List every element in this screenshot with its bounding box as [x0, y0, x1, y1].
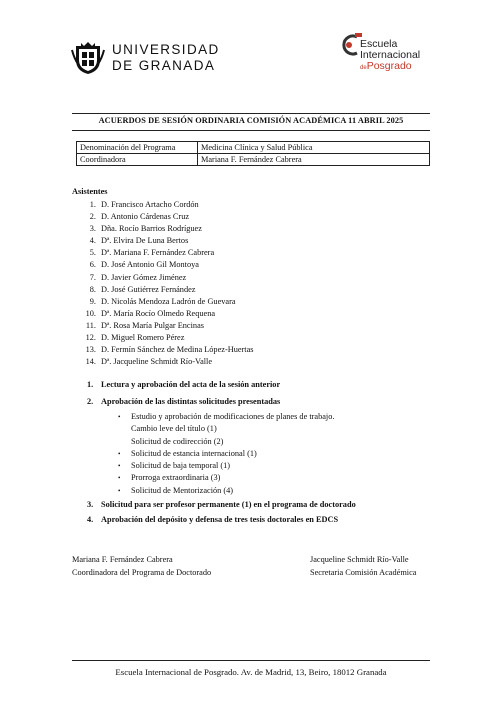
- document-title-bar: [72, 113, 430, 131]
- document-title: ACUERDOS DE SESIÓN ORDINARIA COMISIÓN ACADÉMICA 11 ABRIL 2025: [98, 116, 404, 125]
- item-number: 2.: [87, 397, 94, 406]
- attendee-name: D. Antonio Cárdenas Cruz: [101, 212, 190, 222]
- agenda-text: Solicitud para ser profesor permanente (1) en el programa de doctorado: [101, 500, 356, 510]
- list-item: [72, 411, 432, 423]
- attendee-name: D. Javier Gómez Jiménez: [101, 272, 187, 282]
- school-name-line1: Escuela: [360, 38, 398, 50]
- coordinator-label: Coordinadora: [77, 154, 198, 166]
- agenda-item: [72, 379, 432, 396]
- table-row: [77, 154, 430, 166]
- item-number: 1.: [87, 380, 94, 389]
- agenda-text: Aprobación de las distintas solicitudes presentadas: [101, 397, 281, 406]
- bullet-icon: •: [118, 413, 121, 421]
- item-number: 5.: [89, 248, 96, 258]
- item-number: 3.: [89, 224, 96, 234]
- agenda-item: [72, 396, 432, 411]
- school-name-line2: Internacional: [360, 49, 421, 61]
- university-name-line2: DE GRANADA: [112, 58, 216, 73]
- attendee-name: Dª. María Rocío Olmedo Requena: [101, 308, 216, 318]
- school-name-prefix: de: [360, 65, 367, 71]
- university-name-line1: UNIVERSIDAD: [112, 42, 220, 57]
- attendee-name: D. Nicolás Mendoza Ladrón de Guevara: [101, 296, 236, 306]
- item-number: 2.: [89, 212, 96, 222]
- program-label: Denominación del Programa: [77, 142, 198, 154]
- list-item: [72, 247, 215, 259]
- sub-item-text: Solicitud de Mentorización (4): [131, 485, 234, 495]
- sub-item-text: Solicitud de codirección (2): [131, 436, 224, 446]
- list-item: [72, 320, 204, 332]
- coordinator-value: Mariana F. Fernández Cabrera: [198, 154, 430, 166]
- item-number: 9.: [89, 296, 96, 306]
- attendee-name: D. Miguel Romero Pérez: [101, 333, 185, 343]
- program-value: Medicina Clínica y Salud Pública: [198, 142, 430, 154]
- table-row: [77, 142, 430, 154]
- signatory-name: Jacqueline Schmidt Río-Valle: [310, 555, 409, 564]
- list-item: [72, 223, 202, 235]
- item-number: 12.: [85, 333, 96, 343]
- signature-left: [72, 553, 211, 579]
- sub-item-text: Solicitud de estancia internacional (1): [131, 448, 257, 458]
- item-number: 7.: [89, 272, 96, 282]
- attendee-name: Dª. Mariana F. Fernández Cabrera: [101, 248, 215, 258]
- item-number: 4.: [89, 236, 96, 246]
- item-number: 3.: [87, 500, 94, 510]
- school-name-line3: Posgrado: [366, 60, 412, 72]
- list-item: [72, 199, 199, 211]
- signatory-name: Mariana F. Fernández Cabrera: [72, 555, 173, 564]
- agenda-text: Aprobación del depósito y defensa de tres tesis doctorales en EDCS: [101, 515, 339, 525]
- attendee-name: Dª. Jacqueline Schmidt Río-Valle: [101, 357, 213, 367]
- agenda-item: [72, 499, 432, 514]
- bullet-icon: •: [118, 486, 121, 495]
- school-logo: [337, 31, 437, 81]
- signature-right: [310, 553, 416, 579]
- attendee-name: Dª. Rosa María Pulgar Encinas: [101, 320, 204, 330]
- item-number: 1.: [89, 200, 96, 209]
- item-number: 13.: [85, 345, 96, 355]
- bullet-icon: •: [118, 474, 121, 483]
- signatory-role: Secretaria Comisión Académica: [310, 568, 417, 577]
- item-number: 6.: [89, 260, 96, 270]
- list-item: [72, 296, 236, 308]
- attendee-name: D. Fermín Sánchez de Medina López-Huertas: [101, 345, 254, 355]
- attendees-heading: Asistentes: [72, 187, 108, 196]
- bullet-icon: •: [118, 462, 121, 471]
- agenda-text: Lectura y aprobación del acta de la sesión anterior: [101, 380, 281, 389]
- list-item: [72, 423, 432, 435]
- sub-item-text: Estudio y aprobación de modificaciones de planes de trabajo.: [131, 412, 335, 421]
- list-item: [72, 332, 185, 344]
- item-number: 8.: [89, 284, 96, 294]
- university-seal-icon: [70, 40, 106, 76]
- sub-item-text: Cambio leve del título (1): [131, 424, 217, 434]
- agenda-item: [72, 514, 432, 531]
- signatory-role: Coordinadora del Programa de Doctorado: [72, 568, 212, 577]
- bullet-icon: •: [118, 449, 121, 458]
- list-item: [72, 308, 216, 320]
- list-item: [72, 485, 432, 497]
- attendee-name: Dña. Rocío Barrios Rodríguez: [101, 224, 202, 234]
- footer-divider: [72, 660, 430, 661]
- list-item: [72, 472, 432, 484]
- attendees-list: [72, 199, 254, 368]
- program-info-table: [76, 141, 430, 166]
- list-item: [72, 284, 196, 296]
- attendee-name: D. Francisco Artacho Cordón: [101, 200, 199, 209]
- list-item: [72, 436, 432, 448]
- attendee-name: D. José Gutiérrez Fernández: [101, 284, 196, 294]
- list-item: [72, 460, 432, 472]
- attendee-name: D. José Antonio Gil Montoya: [101, 260, 199, 270]
- list-item: [72, 448, 432, 460]
- list-item: [72, 259, 199, 271]
- agenda-sublist: [72, 411, 432, 497]
- item-number: 14.: [85, 357, 96, 367]
- university-logo: [70, 40, 230, 76]
- item-number: 10.: [85, 308, 96, 318]
- item-number: 11.: [85, 320, 96, 330]
- list-item: [72, 344, 254, 356]
- attendee-name: Dª. Elvira De Luna Bertos: [101, 236, 189, 246]
- footer-address: Escuela Internacional de Posgrado. Av. de Madrid, 13, Beiro, 18012 Granada: [115, 667, 387, 677]
- list-item: [72, 211, 190, 223]
- sub-item-text: Solicitud de baja temporal (1): [131, 461, 231, 471]
- item-number: 4.: [87, 515, 94, 525]
- sub-item-text: Prorroga extraordinaria (3): [131, 473, 221, 483]
- list-item: [72, 272, 187, 284]
- agenda-list: [72, 379, 432, 531]
- list-item: [72, 356, 213, 368]
- list-item: [72, 235, 189, 247]
